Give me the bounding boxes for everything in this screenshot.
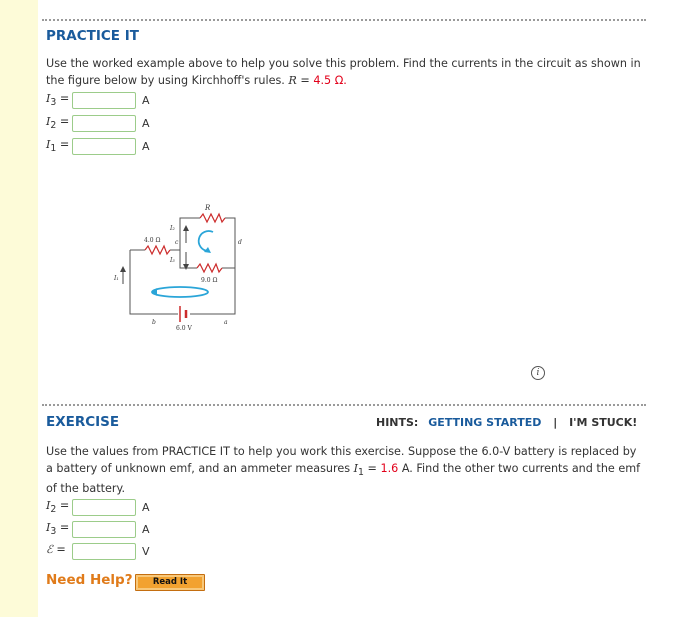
exercise-row-emf <box>46 542 150 560</box>
unit-label: A <box>142 93 150 107</box>
resistor-4ohm <box>145 246 170 254</box>
hints-label: HINTS: <box>376 416 419 429</box>
loop-lower <box>152 287 208 297</box>
hints-separator: | <box>553 416 558 429</box>
loop-upper <box>199 231 213 251</box>
label-9ohm: 9.0 Ω <box>201 277 218 284</box>
exercise-divider <box>42 404 646 406</box>
top-divider <box>42 19 646 21</box>
i1-input[interactable] <box>72 138 136 155</box>
answer-label: $I_2$ = <box>46 114 70 132</box>
practice-title: PRACTICE IT <box>46 28 139 44</box>
exercise-row-i3 <box>46 520 150 538</box>
answer-label: $I_1$ = <box>46 137 70 155</box>
wire <box>225 218 235 268</box>
label-node-d: d <box>238 239 242 246</box>
getting-started-link[interactable]: GETTING STARTED <box>428 416 542 429</box>
wire <box>180 236 197 268</box>
unit-label: A <box>142 116 150 130</box>
read-it-button[interactable]: Read It <box>135 574 205 591</box>
i2-input[interactable] <box>72 115 136 132</box>
label-i1: I₁ <box>114 275 119 282</box>
answer-row-i1 <box>46 137 150 155</box>
label-r: R <box>205 204 211 212</box>
wire <box>180 218 200 236</box>
label-node-b: b <box>152 319 156 326</box>
answer-label: $I_2$ = <box>46 498 70 516</box>
circuit-diagram <box>100 196 250 336</box>
exercise-i2-input[interactable] <box>72 499 136 516</box>
exercise-text-line2: a battery of unknown emf, and an ammeter measures $I_1 = 1.6$ A. Find the other two currents and the emf <box>46 461 641 478</box>
resistor-r <box>200 214 225 222</box>
i1-arrowhead <box>120 266 126 272</box>
answer-label: ℰ = <box>46 542 66 556</box>
answer-row-i2 <box>46 114 150 132</box>
i3-arrowhead <box>183 264 189 270</box>
label-battery: 6.0 V <box>176 325 192 332</box>
label-node-a: a <box>224 319 228 326</box>
exercise-title: EXERCISE <box>46 414 120 430</box>
label-4ohm: 4.0 Ω <box>144 237 161 244</box>
unit-label: V <box>142 544 150 558</box>
answer-label: $I_3$ = <box>46 520 70 538</box>
label-node-c: c <box>175 239 179 246</box>
answer-label: $I_3$ = <box>46 91 70 109</box>
r-value: 4.5 Ω. <box>313 73 347 87</box>
wire <box>190 268 235 314</box>
unit-label: A <box>142 500 150 514</box>
label-i2: I₂ <box>170 225 175 232</box>
im-stuck-link[interactable]: I'M STUCK! <box>569 416 638 429</box>
i2-arrowhead <box>183 225 189 231</box>
practice-text <box>46 56 642 89</box>
practice-text-line1: Use the worked example above to help you solve this problem. Find the currents in the circuit as shown in <box>46 57 641 70</box>
unit-label: A <box>142 139 150 153</box>
practice-text-line2: the figure below by using Kirchhoff's rules. R = 4.5 Ω. <box>46 73 347 87</box>
label-i3: I₃ <box>170 257 175 264</box>
resistor-9ohm <box>197 264 222 272</box>
exercise-row-i2 <box>46 498 150 516</box>
hints-bar <box>376 416 637 429</box>
exercise-i3-input[interactable] <box>72 521 136 538</box>
exercise-text-line1: Use the values from PRACTICE IT to help you work this exercise. Suppose the 6.0-V battery is replaced by <box>46 445 637 458</box>
i3-input[interactable] <box>72 92 136 109</box>
exercise-text-line3: of the battery. <box>46 482 126 496</box>
i1-measured-value: 1.6 <box>380 461 399 475</box>
exercise-text <box>46 444 642 498</box>
answer-row-i3 <box>46 91 150 109</box>
unit-label: A <box>142 522 150 536</box>
info-icon[interactable]: i <box>531 366 545 380</box>
exercise-emf-input[interactable] <box>72 543 136 560</box>
need-help-label: Need Help? <box>46 572 133 588</box>
